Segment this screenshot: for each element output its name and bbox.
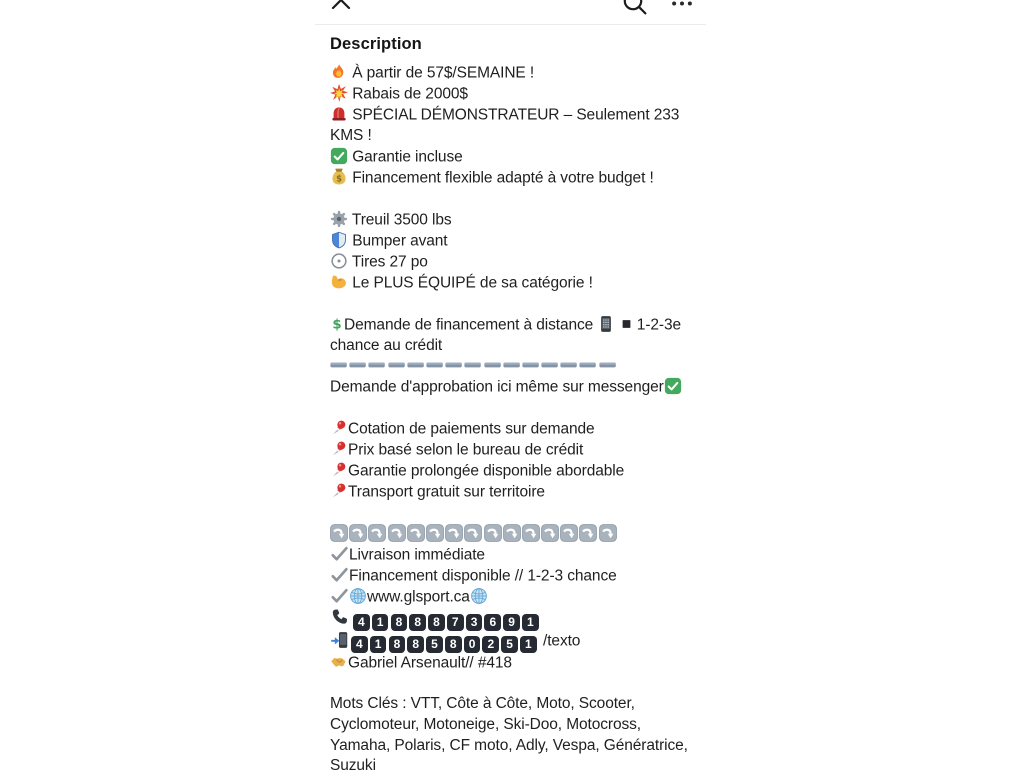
description-line	[330, 524, 692, 545]
description-line	[330, 545, 692, 566]
minus-icon	[503, 356, 520, 374]
description-line	[330, 674, 692, 695]
keycap-digit-icon: 8	[409, 614, 426, 631]
globe-icon	[470, 587, 488, 605]
text-run: Financement flexible adapté à votre budget !	[348, 169, 654, 187]
description-line	[330, 653, 692, 674]
pushpin-icon	[330, 461, 348, 479]
keycap-digit-icon: 1	[520, 636, 537, 653]
small-square-icon	[620, 315, 633, 333]
globe-icon	[349, 587, 367, 605]
keycap-digit-icon: 6	[484, 614, 501, 631]
description-line	[330, 566, 692, 587]
minus-icon	[522, 356, 539, 374]
arrow-down-icon	[330, 524, 348, 542]
description-line	[330, 631, 692, 653]
minus-icon	[445, 356, 462, 374]
text-run: 1-2-3e	[632, 316, 682, 334]
description-line	[330, 419, 692, 440]
description-line	[330, 356, 692, 377]
description-line	[330, 84, 692, 105]
keycap-digit-icon: 4	[351, 636, 368, 653]
description-line	[330, 587, 692, 608]
minus-icon	[407, 356, 424, 374]
description-line	[330, 377, 692, 398]
description-line	[330, 461, 692, 482]
text-run: Garantie incluse	[348, 148, 463, 166]
arrow-down-icon	[579, 524, 597, 542]
text-run: Treuil 3500 lbs	[348, 211, 452, 229]
minus-icon	[579, 356, 596, 374]
pushpin-icon	[330, 440, 348, 458]
minus-icon	[599, 356, 616, 374]
description-line	[330, 294, 692, 315]
text-run: Demande d'approbation ici même sur messenger	[330, 378, 664, 396]
description-line	[330, 608, 692, 630]
description-line	[330, 694, 692, 715]
keycap-digit-icon: 7	[447, 614, 464, 631]
text-run: Financement disponible // 1-2-3 chance	[349, 567, 617, 585]
text-run: Gabriel Arsenault// #418	[348, 654, 512, 672]
description-line	[330, 252, 692, 273]
keycap-digit-icon: 8	[389, 636, 406, 653]
keycap-digit-icon: 4	[353, 614, 370, 631]
description-lines	[330, 63, 692, 777]
description-line	[330, 336, 692, 357]
arrow-down-icon	[503, 524, 521, 542]
text-run: SPÉCIAL DÉMONSTRATEUR – Seulement 233	[348, 106, 680, 124]
description-line	[330, 503, 692, 524]
gear-icon	[330, 210, 348, 228]
toolbar	[315, 0, 706, 25]
listing-description-sheet	[315, 0, 706, 775]
fire-icon	[330, 63, 348, 81]
check-mark-icon	[330, 587, 349, 605]
keycap-digit-icon: 8	[391, 614, 408, 631]
description-line	[330, 736, 692, 757]
arrow-down-icon	[445, 524, 463, 542]
minus-icon	[464, 356, 481, 374]
shield-icon	[330, 231, 348, 249]
keycap-digit-icon: 1	[370, 636, 387, 653]
arrow-down-icon	[426, 524, 444, 542]
keycap-digit-icon: 8	[428, 614, 445, 631]
text-run: Mots Clés : VTT, Côte à Côte, Moto, Scooter,	[330, 695, 635, 713]
arrow-down-icon	[522, 524, 540, 542]
minus-icon	[541, 356, 558, 374]
description-line	[330, 315, 692, 336]
description-line	[330, 482, 692, 503]
more-options-icon[interactable]	[670, 0, 694, 7]
minus-icon	[330, 356, 347, 374]
check-button-icon	[330, 147, 348, 165]
search-icon[interactable]	[622, 0, 648, 16]
collision-icon	[330, 84, 348, 102]
text-run: Yamaha, Polaris, CF moto, Adly, Vespa, Génératrice,	[330, 736, 688, 754]
arrow-down-icon	[599, 524, 617, 542]
text-run: Cotation de paiements sur demande	[348, 420, 595, 438]
keycap-digit-icon: 9	[503, 614, 520, 631]
money-bag-icon	[330, 168, 348, 186]
page-title: Description	[330, 35, 422, 53]
arrow-down-icon	[407, 524, 425, 542]
check-mark-icon	[330, 566, 349, 584]
description-line	[330, 231, 692, 252]
minus-icon	[388, 356, 405, 374]
pushpin-icon	[330, 419, 348, 437]
keycap-digit-icon: 8	[407, 636, 424, 653]
text-run: Garantie prolongée disponible abordable	[348, 462, 625, 480]
arrow-down-icon	[560, 524, 578, 542]
description-line	[330, 715, 692, 736]
arrow-down-icon	[484, 524, 502, 542]
arrow-down-icon	[464, 524, 482, 542]
description-line	[330, 126, 692, 147]
description-line	[330, 189, 692, 210]
description-line	[330, 210, 692, 231]
keycap-digit-icon: 1	[522, 614, 539, 631]
description-line	[330, 440, 692, 461]
wheel-icon	[330, 252, 348, 270]
text-run: Livraison immédiate	[349, 546, 485, 564]
phone-arrow-icon	[330, 631, 349, 649]
flex-icon	[330, 273, 348, 291]
arrow-down-icon	[541, 524, 559, 542]
text-run: Le PLUS ÉQUIPÉ de sa catégorie !	[348, 274, 593, 292]
dollar-icon	[330, 315, 344, 333]
phone-keypad-icon	[597, 315, 615, 333]
description-content	[315, 25, 706, 777]
keycap-digit-icon: 0	[464, 636, 481, 653]
minus-icon	[368, 356, 385, 374]
description-line	[330, 63, 692, 84]
svg-text:$: $	[336, 174, 342, 185]
text-run: www.glsport.ca	[367, 588, 470, 606]
arrow-down-icon	[368, 524, 386, 542]
description-line	[330, 756, 692, 777]
text-run: Rabais de 2000$	[348, 85, 468, 103]
text-run: chance au crédit	[330, 336, 443, 354]
arrow-down-icon	[349, 524, 367, 542]
pushpin-icon	[330, 482, 348, 500]
keycap-digit-icon: 2	[482, 636, 499, 653]
text-run: Transport gratuit sur territoire	[348, 483, 545, 501]
text-run: Tires 27 po	[348, 253, 428, 271]
text-run: KMS !	[330, 127, 372, 145]
text-run: /texto	[538, 632, 581, 650]
check-button-icon	[664, 377, 682, 395]
handshake-icon	[330, 653, 348, 671]
check-mark-icon	[330, 545, 349, 563]
keycap-digit-icon: 5	[501, 636, 518, 653]
close-icon[interactable]	[330, 0, 352, 11]
toolbar-divider	[315, 24, 706, 25]
text-run: Suzuki	[330, 757, 376, 775]
description-line	[330, 168, 692, 189]
arrow-down-icon	[388, 524, 406, 542]
description-line	[330, 105, 692, 126]
description-line	[330, 273, 692, 294]
minus-icon	[484, 356, 501, 374]
police-light-icon	[330, 105, 348, 123]
minus-icon	[349, 356, 366, 374]
minus-icon	[560, 356, 577, 374]
keycap-digit-icon: 3	[466, 614, 483, 631]
text-run: À partir de 57$/SEMAINE !	[348, 64, 535, 82]
text-run: Prix basé selon le bureau de crédit	[348, 441, 584, 459]
keycap-digit-icon: 8	[445, 636, 462, 653]
svg-text:$: $	[332, 317, 342, 333]
text-run: Bumper avant	[348, 232, 448, 250]
text-run: Demande de financement à distance	[344, 316, 598, 334]
description-line	[330, 147, 692, 168]
receiver-icon	[330, 608, 349, 626]
keycap-digit-icon: 5	[426, 636, 443, 653]
description-line	[330, 399, 692, 420]
text-run: Cyclomoteur, Motoneige, Ski-Doo, Motocross,	[330, 715, 641, 733]
minus-icon	[426, 356, 443, 374]
keycap-digit-icon: 1	[372, 614, 389, 631]
